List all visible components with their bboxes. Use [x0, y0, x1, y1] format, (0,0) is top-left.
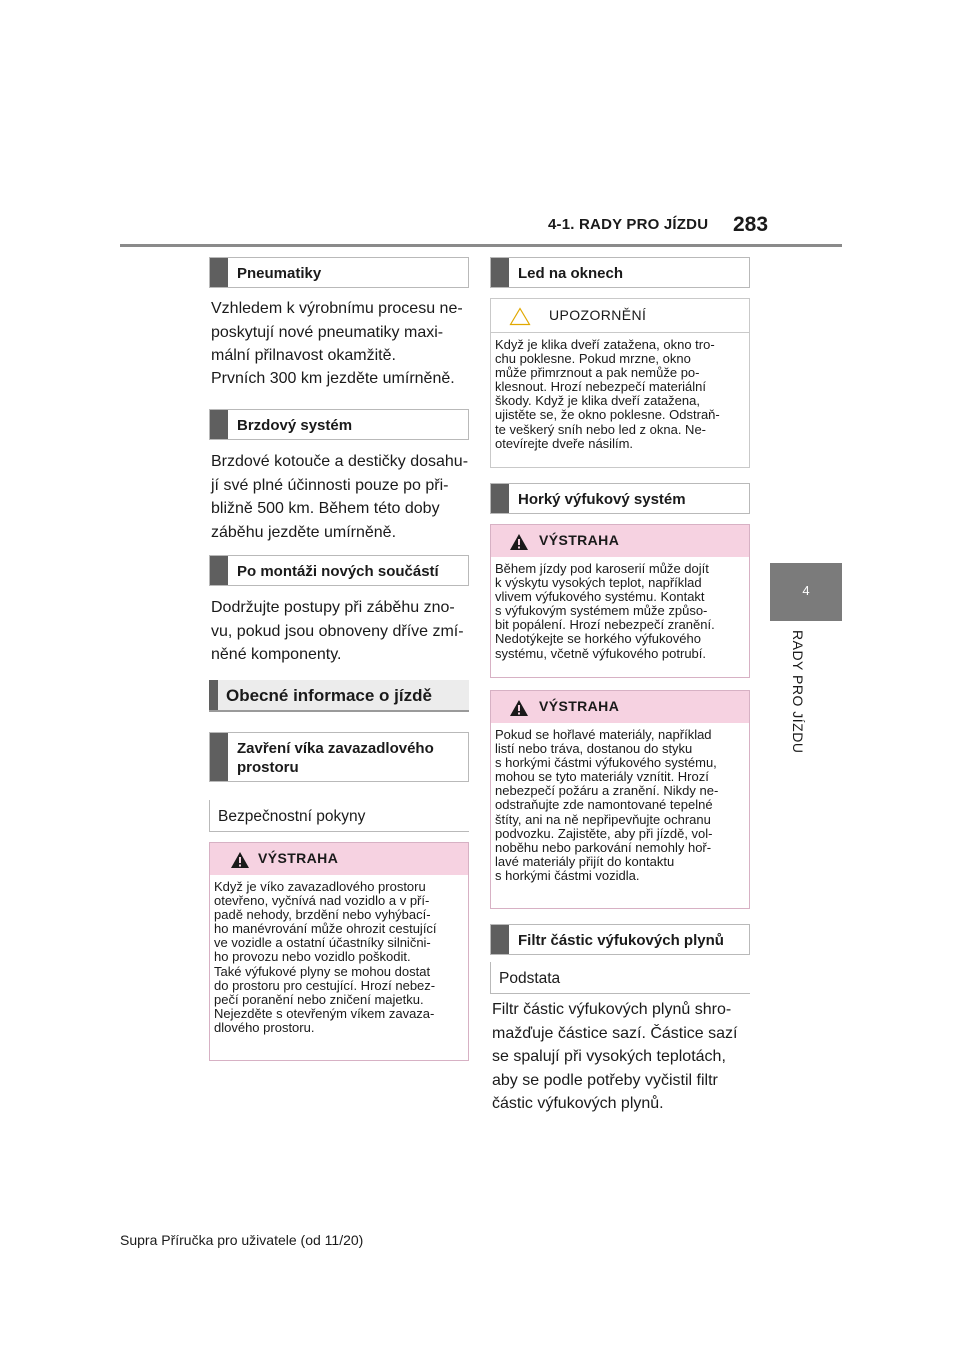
section-heading-text: Brzdový systém	[237, 417, 353, 434]
warning-triangle-icon	[509, 699, 529, 717]
warning-label: VÝSTRAHA	[539, 532, 620, 548]
warning-label: VÝSTRAHA	[539, 698, 620, 714]
section-heading-text: Led na oknech	[518, 265, 624, 282]
section-heading-pneumatiky	[209, 257, 469, 288]
caution-box-led	[490, 298, 750, 468]
subheading-podstata	[490, 962, 750, 994]
header-divider	[120, 244, 842, 247]
paragraph-pneumatiky-1: Vzhledem k výrobnímu procesu ne- poskytují nové pneumatiky maxi- mální přilnavost okamžitě.	[211, 300, 463, 364]
chapter-heading-obecne	[209, 680, 469, 712]
section-heading-filtr	[490, 924, 750, 955]
warning-header	[491, 691, 749, 723]
running-header: 4-1. RADY PRO JÍZDU	[548, 216, 709, 233]
caution-triangle-icon	[509, 307, 531, 326]
section-heading-brzdy	[209, 409, 469, 440]
paragraph-montaz: Dodržujte postupy při záběhu zno- vu, pokud jsou obnoveny dříve zmí- něné komponenty.	[211, 599, 464, 663]
section-heading-text: Pneumatiky	[237, 265, 322, 282]
section-heading-montaz	[209, 555, 469, 586]
section-heading-text: Horký výfukový systém	[518, 491, 686, 508]
warning-text: Během jízdy pod karoserií může dojít k výskytu vysokých teplot, například vlivem výfukového systému. Kontakt s výfukovým systémem může způso- bit popálení. Hrozí nebezpečí zranění. Nedotýkejte se horkého výfukového systému, včetně výfukového potrubí.	[495, 561, 715, 661]
caution-header	[491, 299, 749, 333]
warning-box-vyfuk-2	[490, 690, 750, 909]
chapter-heading-text: Obecné informace o jízdě	[226, 686, 432, 705]
paragraph-brzdy: Brzdové kotouče a destičky dosahu- jí své plné účinnosti pouze po při- bližně 500 km. Během této doby záběhu jezděte umírněně.	[211, 453, 469, 541]
warning-header	[491, 525, 749, 557]
caution-text: Když je klika dveří zatažena, okno tro- chu poklesne. Pokud mrzne, okno může přimrznout a pak nemůže po- klesnout. Hrozí nebezpečí materiální škody. Když je klika dveří zatažena, ujistěte se, že okno poklesne. Odstraň- te veškerý sníh nebo led z okna. Ne- otevírejte dveře násilím.	[495, 337, 720, 451]
subheading-text: Bezpečnostní pokyny	[218, 808, 366, 825]
chapter-label	[786, 630, 808, 770]
warning-header	[210, 843, 468, 875]
paragraph-pneumatiky-2: Prvních 300 km jezděte umírněně.	[211, 370, 455, 387]
paragraph-filtr: Filtr částic výfukových plynů shro- mažďuje částice sazí. Částice sazí se spalují při vysokých teplotách, aby se podle potřeby vyčistil filtr částic výfukových plynů.	[492, 1001, 738, 1112]
caution-label: UPOZORNĚNÍ	[549, 307, 647, 323]
section-heading-text: Zavření víka zavazadlového prostoru	[237, 740, 434, 776]
section-heading-vika	[209, 732, 469, 782]
section-heading-led	[490, 257, 750, 288]
section-heading-text: Po montáži nových součástí	[237, 563, 439, 580]
chapter-label-text: RADY PRO JÍZDU	[790, 630, 806, 754]
chapter-number: 4	[802, 583, 810, 598]
page-footer: Supra Příručka pro uživatele (od 11/20)	[120, 1232, 364, 1248]
warning-triangle-icon	[230, 851, 250, 869]
warning-box-vyfuk-1	[490, 524, 750, 678]
warning-triangle-icon	[509, 533, 529, 551]
page-number: 283	[733, 213, 769, 236]
subheading-text: Podstata	[499, 970, 561, 987]
warning-box-vika	[209, 842, 469, 1061]
section-heading-text: Filtr částic výfukových plynů	[518, 932, 724, 949]
warning-label: VÝSTRAHA	[258, 850, 339, 866]
section-heading-vyfuk	[490, 483, 750, 514]
warning-text: Když je víko zavazadlového prostoru otevřeno, vyčnívá nad vozidlo a v pří- padě nehody, brzdění nebo vyhýbací- ho manévrování může ohrozit cestující ve vozidle a ostatní účastníky silnični- ho provozu nebo vozidlo poškodit. Také výfukové plyny se mohou dostat do prostoru pro cestující. Hrozí nebez- pečí poranění nebo zničení majetku. Nejezděte s otevřeným víkem zavaza- dlového prostoru.	[214, 879, 437, 1035]
warning-text: Pokud se hořlavé materiály, například listí nebo tráva, dostanou do styku s horkými částmi výfukového systému, mohou se tyto materiály vznítit. Hrozí nebezpečí požáru a zranění. Nikdy ne- odstraňujte zde namontované tepelné štíty, ani na ně nepřipevňujte ochranu podvozku. Zajistěte, aby při jízdě, vol- noběhu nebo parkování nemohly hoř- lavé materiály přijít do kontaktu s horkými částmi vozidla.	[495, 727, 719, 883]
subheading-bezpecnostni	[209, 800, 469, 832]
